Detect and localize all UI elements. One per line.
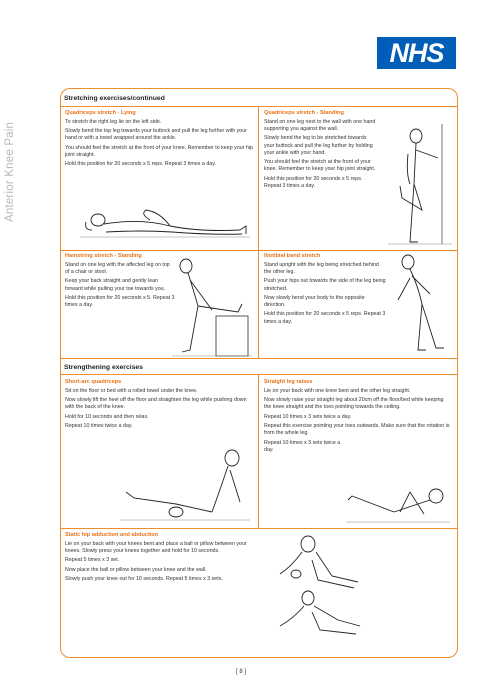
- quad-standing-text: Hold this position for 20 seconds x 5 reps. Repeat 3 times a day.: [264, 175, 363, 189]
- section-strengthening-heading: Strengthening exercises: [64, 364, 143, 371]
- hamstring-illustration: [172, 254, 252, 358]
- side-title: Anterior Knee Pain: [4, 121, 16, 222]
- straight-leg-text: Repeat 10 times x 3 sets twice a day.: [264, 413, 352, 420]
- quad-lying-text: You should feel the stretch at the front of your knee. Remember to keep your hip joint straight.: [65, 144, 253, 158]
- straight-leg-title: Straight leg raises: [264, 379, 313, 385]
- straight-leg-text: Repeat 10 times x 3 sets twice a day.: [264, 439, 341, 453]
- short-arc-block: [65, 379, 253, 432]
- hip-add-text: Lie on your back with your knees bent and place a ball or pillow between your knees. Slowly press your knees together and hold for 10 seconds.: [65, 540, 247, 554]
- straight-leg-text: Repeat this exercise pointing your toes outwards. Make sure that the rotation is from the whole leg.: [264, 423, 450, 437]
- hamstring-block: [65, 253, 175, 311]
- quad-lying-text: To stretch the right leg lie on the left side.: [65, 118, 162, 125]
- short-arc-illustration: [120, 440, 250, 526]
- hip-add-illustration: [272, 530, 362, 640]
- quad-standing-illustration: [388, 124, 452, 246]
- quad-lying-illustration: [80, 202, 250, 238]
- iliotibial-text: Hold this position for 20 seconds x 5 reps. Repeat 3 times a day.: [264, 311, 386, 325]
- quad-standing-text: You should feel the stretch at the front of your knee. Remember to keep your hip joint straight.: [264, 159, 376, 173]
- hip-add-block: [65, 532, 251, 585]
- short-arc-text: Now slowly lift the heel off the floor and straighten the leg while pushing down with the back of the knee.: [65, 397, 247, 411]
- quad-standing-title: Quadriceps stretch - Standing: [264, 110, 344, 116]
- hamstring-text: Hold this position for 20 seconds x 5. Repeat 3 times a day.: [65, 294, 175, 309]
- iliotibial-text: Now slowly bend your body to the opposite direction.: [264, 294, 365, 309]
- page-number: [ 8 ]: [236, 669, 247, 675]
- straight-leg-illustration: [346, 474, 450, 526]
- column-divider: [258, 106, 259, 358]
- quad-lying-block: [65, 110, 253, 171]
- iliotibial-illustration: [388, 250, 448, 354]
- short-arc-text: Sit on the floor or bed with a rolled towel under the knee.: [65, 387, 198, 394]
- hip-add-text: Repeat 5 times x 3 set.: [65, 557, 120, 564]
- quad-lying-text: Slowly bend the top leg towards your buttock and pull the leg further with your hand or with a towel wrapped around the ankle.: [65, 128, 247, 142]
- column-divider: [258, 374, 259, 528]
- hamstring-text: Keep your back straight and gently lean forward while pulling your toe towards you.: [65, 278, 166, 292]
- hip-add-text: Slowly push your knee out for 10 seconds. Repeat 5 times x 3 sets.: [65, 576, 223, 583]
- quad-standing-block: [264, 110, 376, 192]
- short-arc-text: Hold for 10 seconds and then relax.: [65, 413, 149, 420]
- straight-leg-text: Now slowly raise your straight leg about 20cm off the floor/bed while keeping the knee straight and the toes pointing towards the ceiling.: [264, 397, 444, 411]
- hamstring-title: Hamstring stretch - Standing: [65, 253, 142, 259]
- quad-lying-title: Quadriceps stretch - Lying: [65, 110, 136, 116]
- iliotibial-block: [264, 253, 386, 328]
- straight-leg-block: [264, 379, 450, 456]
- hip-add-text: Now place the ball or pillow between your knee and the wall.: [65, 566, 207, 573]
- straight-leg-text: Lie on your back with one knee bent and the other leg straight.: [264, 387, 411, 394]
- hamstring-text: Stand on one leg with the affected leg on top of a chair or stool.: [65, 261, 170, 275]
- hip-add-title: Static hip adduction and abduction: [65, 532, 159, 538]
- short-arc-text: Repeat 10 times twice a day.: [65, 423, 133, 430]
- divider: [60, 528, 457, 529]
- divider: [60, 358, 457, 359]
- iliotibial-text: Push your hips out towards the side of the leg being stretched.: [264, 278, 386, 292]
- section-stretching-heading: Stretching exercises/continued: [64, 95, 165, 102]
- short-arc-title: Short-arc quadriceps: [65, 379, 122, 385]
- quad-standing-text: Slowly bend the leg to be stretched towards your buttock and pull the leg further by holding your ankle with your hand.: [264, 135, 373, 156]
- iliotibial-title: Iliotibial band stretch: [264, 253, 321, 259]
- nhs-logo: NHS: [377, 37, 456, 69]
- quad-lying-text: Hold this position for 20 seconds x 5 reps. Repeat 3 times a day.: [65, 161, 216, 168]
- iliotibial-text: Stand upright with the leg being stretched behind the other leg.: [264, 261, 379, 275]
- quad-standing-text: Stand on one leg next to the wall with one hand supporting you against the wall.: [264, 118, 376, 132]
